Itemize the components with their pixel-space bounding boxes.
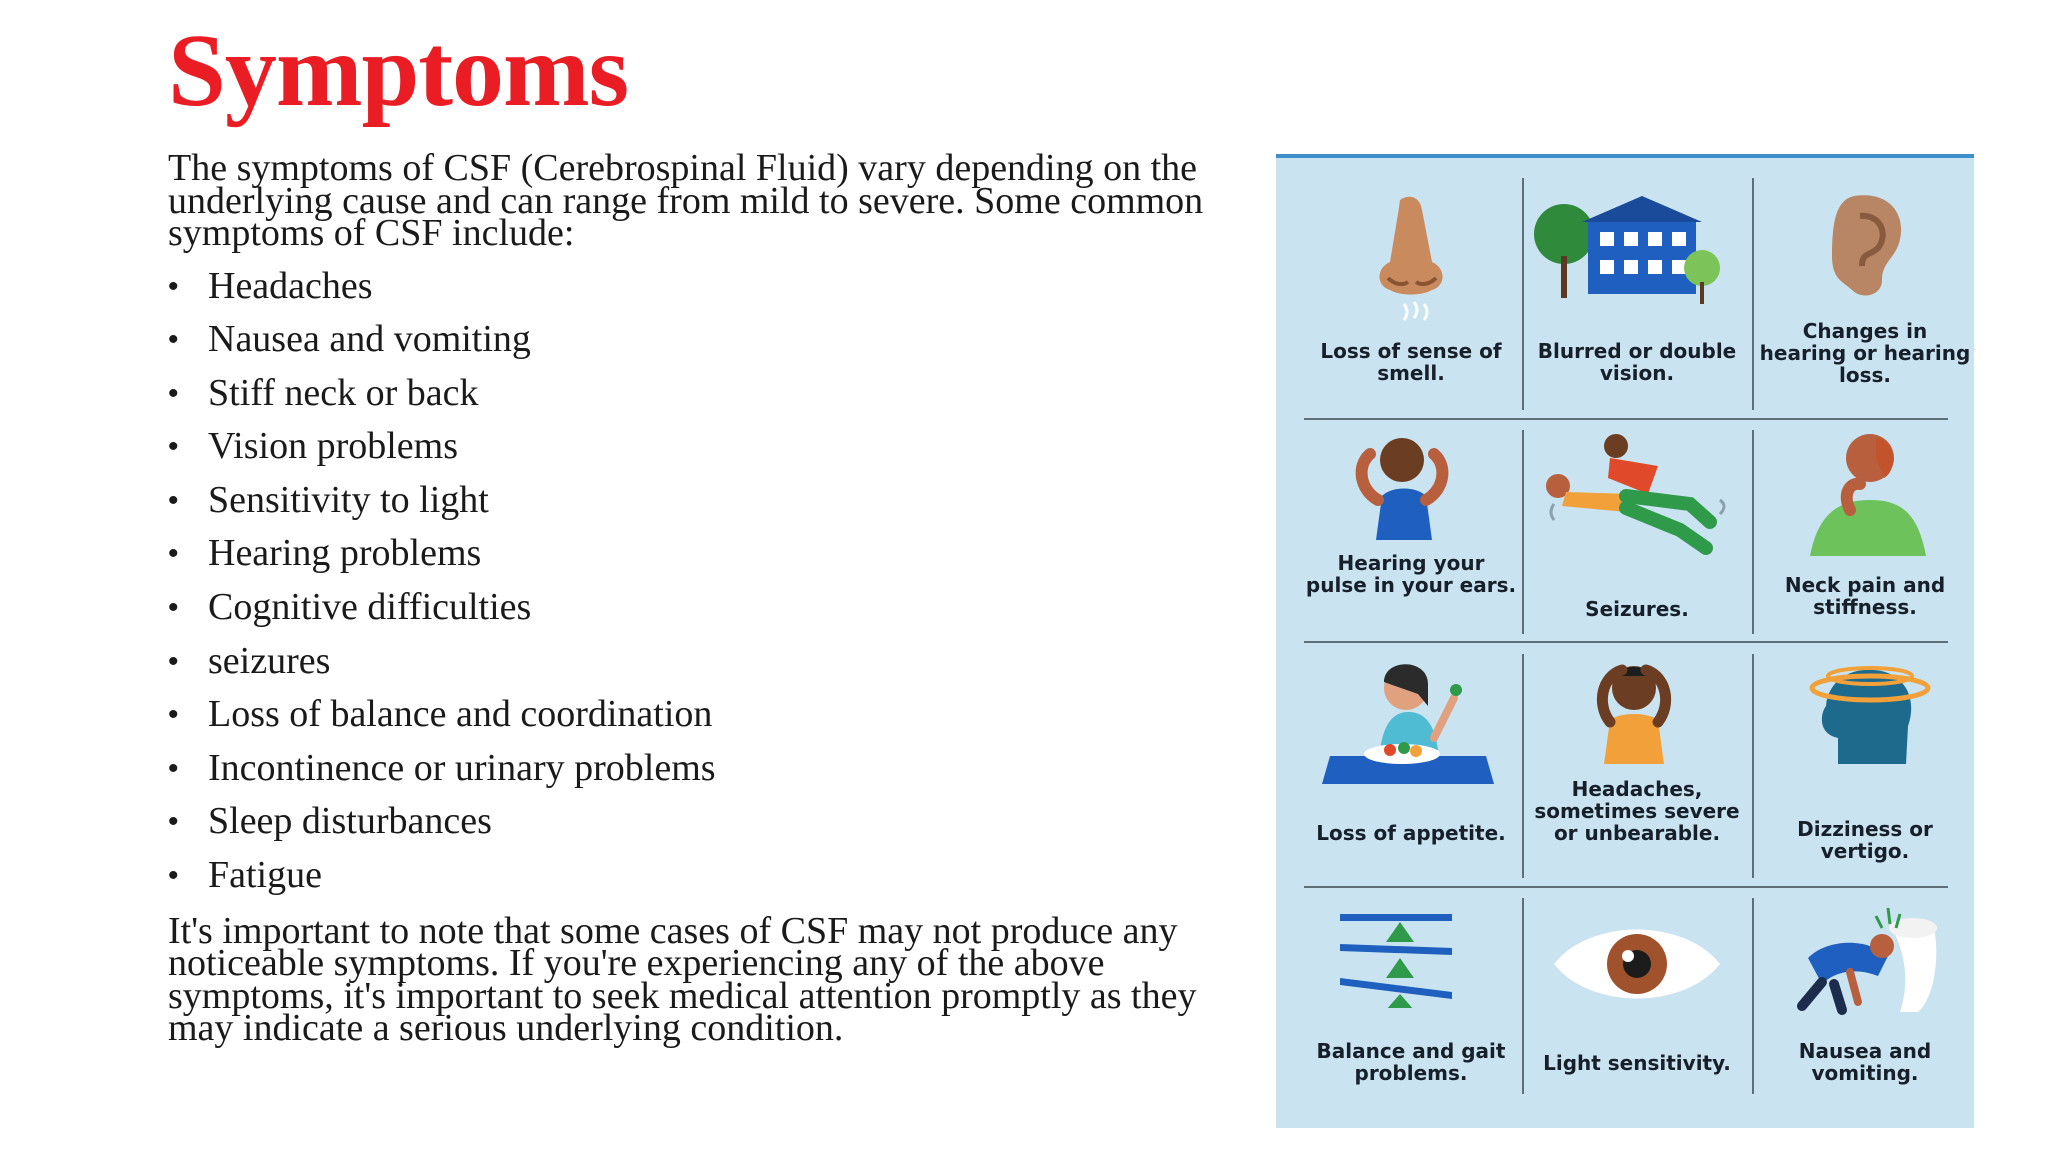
- caption: Loss of sense of smell.: [1320, 339, 1502, 385]
- covering-ears-icon: [1304, 430, 1518, 540]
- symptom-cell-neck: [1758, 430, 1972, 634]
- neck-pain-icon: [1758, 430, 1972, 556]
- symptom-cell-light: [1530, 898, 1744, 1094]
- headache-icon: [1530, 654, 1744, 764]
- divider: [1522, 654, 1524, 878]
- divider: [1752, 430, 1754, 634]
- list-item: • Hearing problems: [168, 527, 1258, 581]
- divider: [1522, 430, 1524, 634]
- divider: [1304, 641, 1948, 643]
- list-item: • Loss of balance and coordination: [168, 688, 1258, 742]
- divider: [1304, 418, 1948, 420]
- caption: Neck pain and stiffness.: [1784, 573, 1946, 619]
- intro-paragraph: The symptoms of CSF (Cerebrospinal Fluid) vary depending on the underlying cause and can range from mild to severe. Some common symptoms of CSF include:: [168, 147, 1204, 254]
- symptom-cell-hearing: [1758, 178, 1972, 410]
- list-item: • Cognitive difficulties: [168, 581, 1258, 635]
- list-item: • Sensitivity to light: [168, 474, 1258, 528]
- ear-icon: [1758, 186, 1972, 306]
- eating-icon: [1304, 654, 1518, 790]
- list-item: • Fatigue: [168, 849, 1258, 903]
- divider: [1752, 654, 1754, 878]
- caption: Hearing your pulse in your ears.: [1305, 551, 1517, 597]
- symptom-list: [168, 260, 1258, 903]
- divider: [1752, 178, 1754, 410]
- closing-paragraph: It's important to note that some cases of CSF may not produce any noticeable symptoms. If you're experiencing any of the above symptoms, it's important to seek medical attention promptly as they may indicate a serious underlying condition.: [168, 909, 1197, 1050]
- caption: Dizziness or vertigo.: [1797, 817, 1933, 863]
- symptom-cell-pulse: [1304, 430, 1518, 634]
- divider: [1304, 886, 1948, 888]
- symptom-cell-smell: [1304, 178, 1518, 410]
- divider: [1522, 178, 1524, 410]
- caption: Balance and gait problems.: [1316, 1039, 1506, 1085]
- eye-icon: [1530, 914, 1744, 1014]
- symptom-cell-seizures: [1530, 430, 1744, 634]
- list-item: • Vision problems: [168, 420, 1258, 474]
- list-item: • Headaches: [168, 260, 1258, 314]
- symptom-cell-dizziness: [1758, 654, 1972, 878]
- seizure-icon: [1530, 430, 1744, 560]
- caption: Seizures.: [1585, 597, 1689, 621]
- infographic-grid: [1304, 178, 1971, 1112]
- symptom-cell-headaches: [1530, 654, 1744, 878]
- list-item: • Sleep disturbances: [168, 795, 1258, 849]
- symptom-cell-nausea: [1758, 898, 1972, 1094]
- list-item: • Stiff neck or back: [168, 367, 1258, 421]
- balance-icon: [1304, 898, 1518, 1008]
- divider: [1752, 898, 1754, 1094]
- divider: [1522, 898, 1524, 1094]
- vomiting-icon: [1758, 898, 1972, 1018]
- blurred-house-icon: [1530, 186, 1744, 326]
- caption: Loss of appetite.: [1316, 821, 1506, 845]
- caption: Blurred or double vision.: [1537, 339, 1737, 385]
- list-item: • Nausea and vomiting: [168, 313, 1258, 367]
- symptom-infographic: [1276, 154, 1974, 1128]
- dizziness-icon: [1758, 654, 1972, 774]
- caption: Headaches, sometimes severe or unbearable.: [1534, 777, 1740, 845]
- caption: Changes in hearing or hearing loss.: [1759, 319, 1971, 387]
- caption: Light sensitivity.: [1543, 1051, 1731, 1075]
- symptom-cell-appetite: [1304, 654, 1518, 878]
- symptom-cell-vision: [1530, 178, 1744, 410]
- list-item: • seizures: [168, 635, 1258, 689]
- list-item: • Incontinence or urinary problems: [168, 742, 1258, 796]
- page-title: Symptoms: [168, 13, 629, 128]
- nose-icon: [1304, 186, 1518, 326]
- text-content: [168, 147, 1258, 1050]
- caption: Nausea and vomiting.: [1798, 1039, 1932, 1085]
- symptom-cell-balance: [1304, 898, 1518, 1094]
